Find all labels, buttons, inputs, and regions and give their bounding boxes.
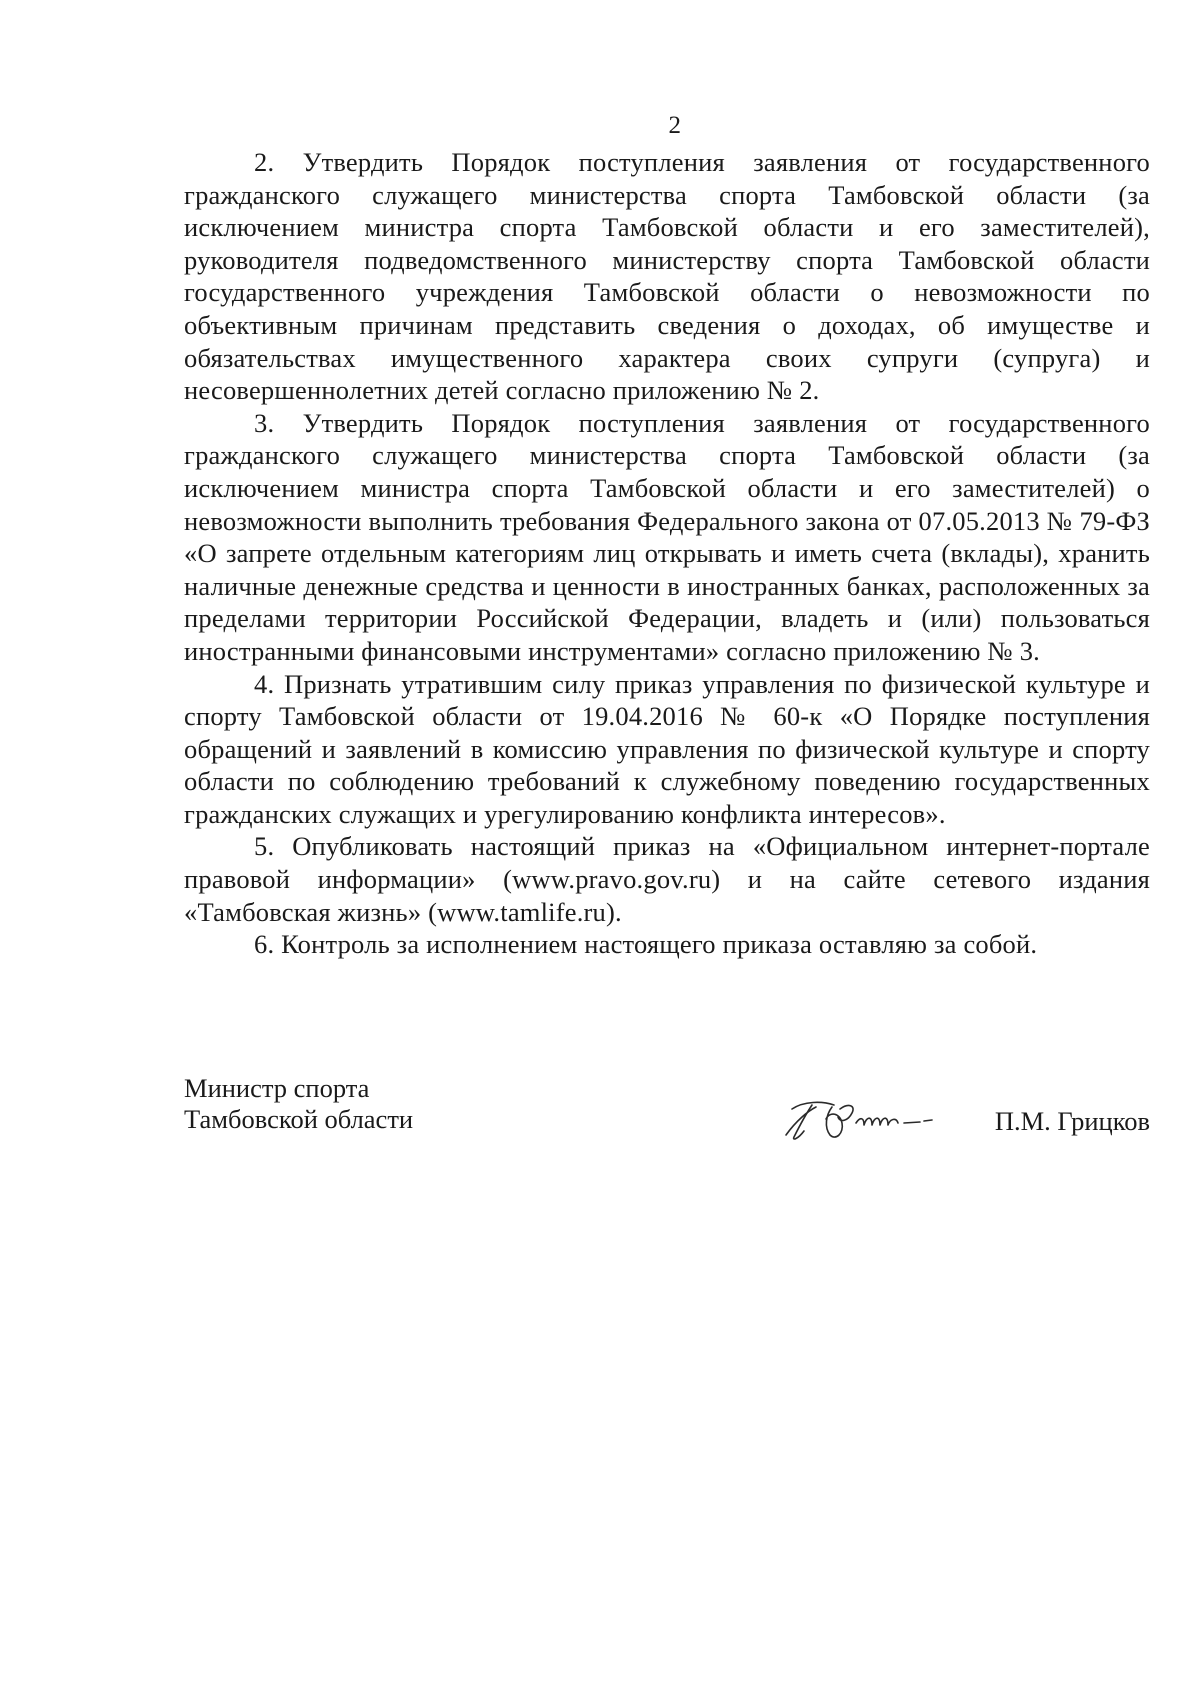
paragraph-4: 4. Признать утратившим силу приказ управления по физической культуре и спорту Тамбовской области от 19.04.2016 № 60-к «О Порядке поступления обращений и заявлений в комиссию управления по физической культуре и спорту области по соблюдению требований к служебному поведению государственных гражданских служащих и урегулированию конфликта интересов». [184,668,1150,829]
paragraph-5: 5. Опубликовать настоящий приказ на «Официальном интернет-портале правовой информации» (www.pravo.gov.ru) и на сайте сетевого издания «Тамбовская жизнь» (www.tamlife.ru). [184,831,1150,927]
document-body [184,146,1150,961]
paragraph-6: 6. Контроль за исполнением настоящего приказа оставляю за собой. [254,929,1038,960]
signatory-name: П.М. Грицков [994,1106,1150,1136]
page-number: 2 [668,112,682,139]
paragraph-3: 3. Утвердить Порядок поступления заявления от государственного гражданского служащего министерства спорта Тамбовской области (за исключением министра спорта Тамбовской области и его заместителей) о невозможности выполнить требования Федерального закона от 07.05.2013 № 79-ФЗ «О запрете отдельным категориям лиц открывать и иметь счета (вклады), хранить наличные денежные средства и ценности в иностранных банках, расположенных за пределами территории Российской Федерации, владеть и (или) пользоваться иностранными финансовыми инструментами» согласно приложению № 3. [184,407,1150,666]
handwritten-signature [782,1095,962,1143]
paragraph-2: 2. Утвердить Порядок поступления заявления от государственного гражданского служащего министерства спорта Тамбовской области (за исключением министра спорта Тамбовской области и его заместителей), руководителя подведомственного министерству спорта Тамбовской области государственного учреждения Тамбовской области о невозможности по объективным причинам представить сведения о доходах, об имуществе и обязательствах имущественного характера своих супруги (супруга) и несовершеннолетних детей согласно приложению № 2. [184,147,1150,406]
signature-block [184,1073,1150,1153]
signatory-title [184,1073,413,1135]
signatory-title-line1: Министр спорта [184,1073,370,1103]
signatory-title-line2: Тамбовской области [184,1104,414,1134]
